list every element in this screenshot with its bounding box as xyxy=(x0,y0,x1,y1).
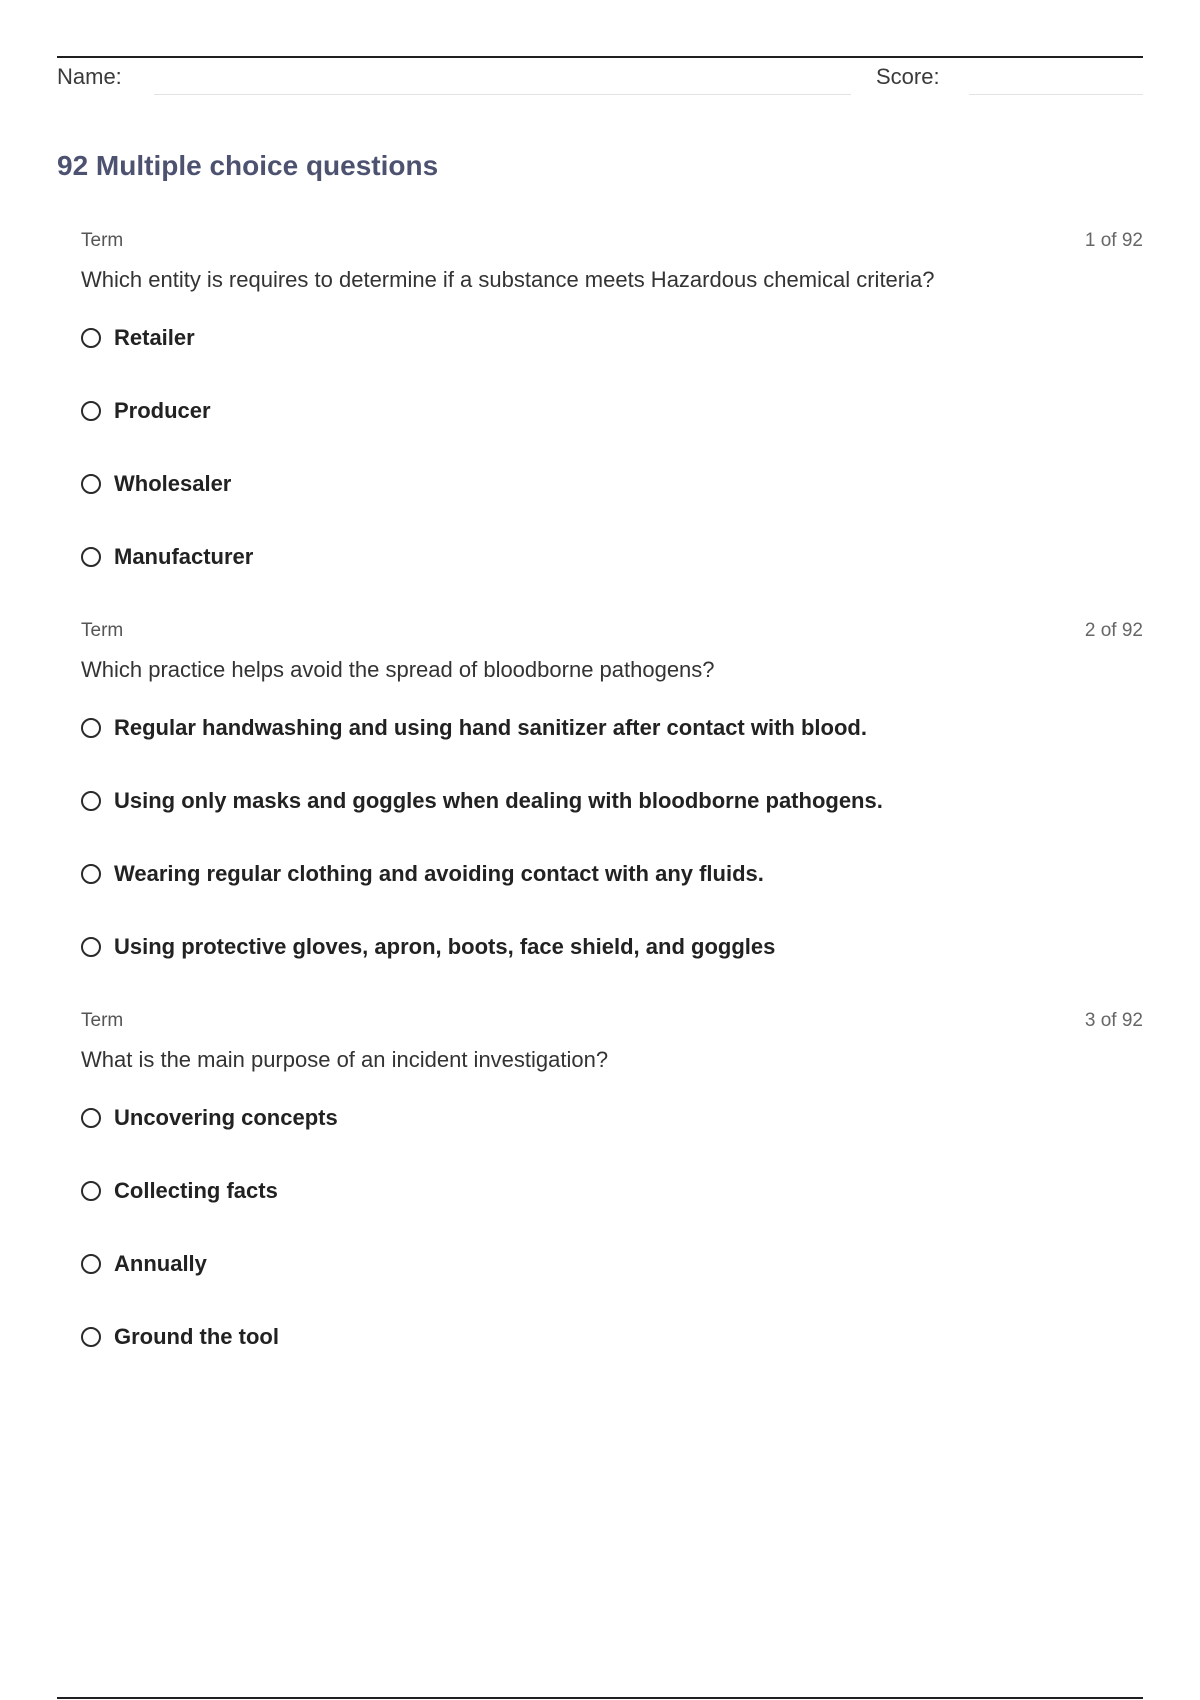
answer-option-label: Annually xyxy=(114,1251,207,1276)
answer-option[interactable] xyxy=(81,325,253,398)
question-text: Which entity is requires to determine if a substance meets Hazardous chemical criteria? xyxy=(81,267,935,292)
answer-option-label: Using only masks and goggles when dealing with bloodborne pathogens. xyxy=(114,788,883,813)
question-term-label: Term xyxy=(81,620,124,641)
answer-option[interactable] xyxy=(81,934,883,1007)
answer-options xyxy=(81,1105,338,1397)
score-label: Score: xyxy=(876,64,940,89)
radio-button-icon[interactable] xyxy=(81,1254,101,1274)
radio-button-icon[interactable] xyxy=(81,1181,101,1201)
answer-option[interactable] xyxy=(81,1178,338,1251)
answer-option[interactable] xyxy=(81,861,883,934)
radio-button-icon[interactable] xyxy=(81,864,101,884)
answer-option[interactable] xyxy=(81,788,883,861)
answer-option-label: Retailer xyxy=(114,325,195,350)
answer-options xyxy=(81,715,883,1007)
bottom-divider xyxy=(57,1697,1143,1699)
radio-button-icon[interactable] xyxy=(81,401,101,421)
answer-option-label: Collecting facts xyxy=(114,1178,278,1203)
answer-option[interactable] xyxy=(81,1251,338,1324)
question-term-label: Term xyxy=(81,1010,124,1031)
answer-option[interactable] xyxy=(81,398,253,471)
radio-button-icon[interactable] xyxy=(81,547,101,567)
answer-option[interactable] xyxy=(81,1105,338,1178)
answer-option[interactable] xyxy=(81,715,883,788)
answer-options xyxy=(81,325,253,617)
radio-button-icon[interactable] xyxy=(81,791,101,811)
question-text: Which practice helps avoid the spread of bloodborne pathogens? xyxy=(81,657,715,682)
answer-option-label: Wearing regular clothing and avoiding contact with any fluids. xyxy=(114,861,764,886)
radio-button-icon[interactable] xyxy=(81,1327,101,1347)
answer-option[interactable] xyxy=(81,1324,338,1397)
radio-button-icon[interactable] xyxy=(81,718,101,738)
answer-option-label: Regular handwashing and using hand sanitizer after contact with blood. xyxy=(114,715,867,740)
top-divider xyxy=(57,56,1143,58)
answer-option[interactable] xyxy=(81,544,253,617)
radio-button-icon[interactable] xyxy=(81,474,101,494)
answer-option[interactable] xyxy=(81,471,253,544)
worksheet-header xyxy=(57,62,1143,98)
answer-option-label: Producer xyxy=(114,398,211,423)
radio-button-icon[interactable] xyxy=(81,328,101,348)
answer-option-label: Uncovering concepts xyxy=(114,1105,338,1130)
radio-button-icon[interactable] xyxy=(81,937,101,957)
score-field[interactable] xyxy=(969,94,1143,95)
question-counter: 3 of 92 xyxy=(1084,1010,1143,1031)
section-title: 92 Multiple choice questions xyxy=(57,150,439,181)
answer-option-label: Ground the tool xyxy=(114,1324,279,1349)
name-field[interactable] xyxy=(154,94,851,95)
answer-option-label: Manufacturer xyxy=(114,544,254,569)
name-label: Name: xyxy=(57,64,122,89)
radio-button-icon[interactable] xyxy=(81,1108,101,1128)
answer-option-label: Wholesaler xyxy=(114,471,232,496)
question-term-label: Term xyxy=(81,230,124,251)
question-counter: 2 of 92 xyxy=(1084,620,1143,641)
question-counter: 1 of 92 xyxy=(1084,230,1143,251)
question-text: What is the main purpose of an incident investigation? xyxy=(81,1047,609,1072)
answer-option-label: Using protective gloves, apron, boots, face shield, and goggles xyxy=(114,934,776,959)
